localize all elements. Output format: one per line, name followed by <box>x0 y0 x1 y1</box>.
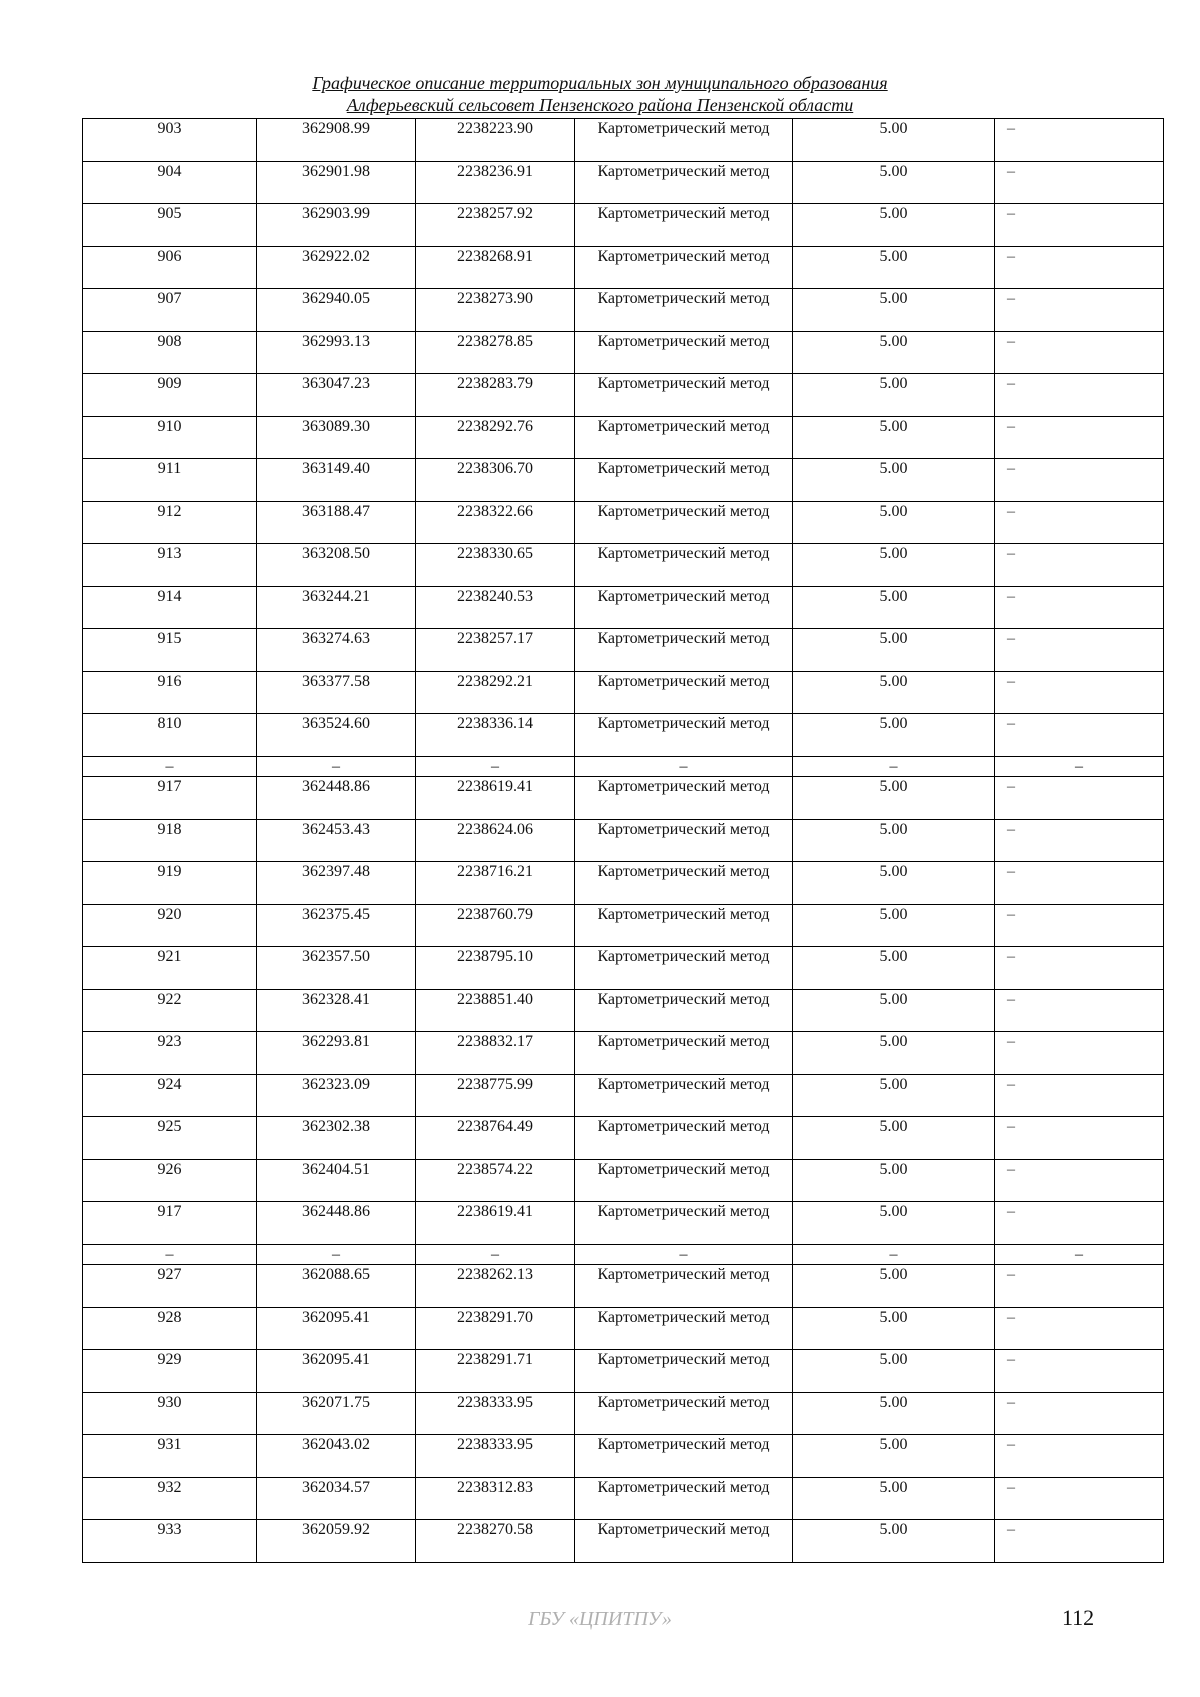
point-number-cell: 930 <box>83 1392 257 1435</box>
table-row <box>83 374 1164 417</box>
x-coordinate-cell: 362375.45 <box>257 904 416 947</box>
y-coordinate-cell: 2238330.65 <box>416 544 575 587</box>
point-number-cell: 907 <box>83 289 257 332</box>
accuracy-cell: 5.00 <box>793 1117 995 1160</box>
table-row <box>83 819 1164 862</box>
note-cell: – <box>995 629 1164 672</box>
y-coordinate-cell: 2238292.76 <box>416 416 575 459</box>
x-coordinate-cell: 362940.05 <box>257 289 416 332</box>
accuracy-cell: 5.00 <box>793 544 995 587</box>
point-number-cell: 925 <box>83 1117 257 1160</box>
table-row <box>83 246 1164 289</box>
point-number-cell: 917 <box>83 1202 257 1245</box>
table-row <box>83 1159 1164 1202</box>
x-coordinate-cell: 363188.47 <box>257 501 416 544</box>
note-cell: – <box>995 119 1164 162</box>
note-cell: – <box>995 1244 1164 1265</box>
y-coordinate-cell: 2238716.21 <box>416 862 575 905</box>
point-number-cell: 928 <box>83 1307 257 1350</box>
method-cell: Картометрический метод <box>575 1159 793 1202</box>
note-cell: – <box>995 1520 1164 1563</box>
y-coordinate-cell: 2238292.21 <box>416 671 575 714</box>
y-coordinate-cell: 2238240.53 <box>416 586 575 629</box>
point-number-cell: 913 <box>83 544 257 587</box>
x-coordinate-cell: 362903.99 <box>257 204 416 247</box>
point-number-cell: 917 <box>83 777 257 820</box>
note-cell: – <box>995 777 1164 820</box>
table-row <box>83 1074 1164 1117</box>
table-separator-row <box>83 1244 1164 1265</box>
method-cell: Картометрический метод <box>575 289 793 332</box>
y-coordinate-cell: 2238273.90 <box>416 289 575 332</box>
method-cell: Картометрический метод <box>575 246 793 289</box>
table-row <box>83 544 1164 587</box>
note-cell: – <box>995 459 1164 502</box>
y-coordinate-cell: – <box>416 1244 575 1265</box>
x-coordinate-cell: 362059.92 <box>257 1520 416 1563</box>
note-cell: – <box>995 161 1164 204</box>
method-cell: Картометрический метод <box>575 989 793 1032</box>
point-number-cell: 905 <box>83 204 257 247</box>
table-separator-row <box>83 756 1164 777</box>
x-coordinate-cell: 362901.98 <box>257 161 416 204</box>
table-row <box>83 204 1164 247</box>
accuracy-cell: 5.00 <box>793 989 995 1032</box>
table-row <box>83 862 1164 905</box>
note-cell: – <box>995 1477 1164 1520</box>
accuracy-cell: 5.00 <box>793 374 995 417</box>
point-number-cell: 911 <box>83 459 257 502</box>
point-number-cell: 910 <box>83 416 257 459</box>
y-coordinate-cell: 2238291.71 <box>416 1350 575 1393</box>
note-cell: – <box>995 544 1164 587</box>
x-coordinate-cell: 362302.38 <box>257 1117 416 1160</box>
note-cell: – <box>995 819 1164 862</box>
point-number-cell: 810 <box>83 714 257 757</box>
x-coordinate-cell: 362448.86 <box>257 1202 416 1245</box>
note-cell: – <box>995 671 1164 714</box>
y-coordinate-cell: 2238270.58 <box>416 1520 575 1563</box>
point-number-cell: 916 <box>83 671 257 714</box>
accuracy-cell: 5.00 <box>793 819 995 862</box>
point-number-cell: 919 <box>83 862 257 905</box>
accuracy-cell: – <box>793 756 995 777</box>
x-coordinate-cell: 362357.50 <box>257 947 416 990</box>
accuracy-cell: 5.00 <box>793 501 995 544</box>
point-number-cell: 932 <box>83 1477 257 1520</box>
note-cell: – <box>995 989 1164 1032</box>
accuracy-cell: 5.00 <box>793 331 995 374</box>
accuracy-cell: 5.00 <box>793 1520 995 1563</box>
y-coordinate-cell: 2238336.14 <box>416 714 575 757</box>
y-coordinate-cell: – <box>416 756 575 777</box>
table-row <box>83 1307 1164 1350</box>
y-coordinate-cell: 2238624.06 <box>416 819 575 862</box>
y-coordinate-cell: 2238764.49 <box>416 1117 575 1160</box>
method-cell: Картометрический метод <box>575 374 793 417</box>
note-cell: – <box>995 1307 1164 1350</box>
point-number-cell: 906 <box>83 246 257 289</box>
x-coordinate-cell: 363047.23 <box>257 374 416 417</box>
method-cell: – <box>575 1244 793 1265</box>
method-cell: Картометрический метод <box>575 416 793 459</box>
accuracy-cell: 5.00 <box>793 586 995 629</box>
table-row <box>83 1435 1164 1478</box>
accuracy-cell: 5.00 <box>793 714 995 757</box>
accuracy-cell: 5.00 <box>793 161 995 204</box>
table-row <box>83 586 1164 629</box>
accuracy-cell: 5.00 <box>793 1307 995 1350</box>
accuracy-cell: 5.00 <box>793 777 995 820</box>
coordinates-table-body <box>83 119 1164 1563</box>
accuracy-cell: 5.00 <box>793 862 995 905</box>
y-coordinate-cell: 2238291.70 <box>416 1307 575 1350</box>
y-coordinate-cell: 2238795.10 <box>416 947 575 990</box>
note-cell: – <box>995 756 1164 777</box>
y-coordinate-cell: 2238574.22 <box>416 1159 575 1202</box>
x-coordinate-cell: 362034.57 <box>257 1477 416 1520</box>
y-coordinate-cell: 2238322.66 <box>416 501 575 544</box>
y-coordinate-cell: 2238268.91 <box>416 246 575 289</box>
accuracy-cell: 5.00 <box>793 1202 995 1245</box>
x-coordinate-cell: 363244.21 <box>257 586 416 629</box>
method-cell: Картометрический метод <box>575 1477 793 1520</box>
accuracy-cell: 5.00 <box>793 459 995 502</box>
table-row <box>83 904 1164 947</box>
page-number: 112 <box>1062 1605 1095 1630</box>
note-cell: – <box>995 1202 1164 1245</box>
y-coordinate-cell: 2238312.83 <box>416 1477 575 1520</box>
y-coordinate-cell: 2238283.79 <box>416 374 575 417</box>
y-coordinate-cell: 2238236.91 <box>416 161 575 204</box>
point-number-cell: 903 <box>83 119 257 162</box>
point-number-cell: 923 <box>83 1032 257 1075</box>
header-title-line-2: Алферьевский сельсовет Пензенского района Пензенской области <box>346 95 854 115</box>
method-cell: Картометрический метод <box>575 119 793 162</box>
x-coordinate-cell: – <box>257 1244 416 1265</box>
y-coordinate-cell: 2238333.95 <box>416 1435 575 1478</box>
method-cell: Картометрический метод <box>575 1202 793 1245</box>
accuracy-cell: 5.00 <box>793 1159 995 1202</box>
method-cell: Картометрический метод <box>575 1032 793 1075</box>
table-row <box>83 416 1164 459</box>
method-cell: Картометрический метод <box>575 671 793 714</box>
method-cell: Картометрический метод <box>575 331 793 374</box>
y-coordinate-cell: 2238851.40 <box>416 989 575 1032</box>
accuracy-cell: 5.00 <box>793 1074 995 1117</box>
x-coordinate-cell: 362088.65 <box>257 1265 416 1308</box>
accuracy-cell: 5.00 <box>793 904 995 947</box>
table-row <box>83 1265 1164 1308</box>
x-coordinate-cell: 362448.86 <box>257 777 416 820</box>
note-cell: – <box>995 246 1164 289</box>
accuracy-cell: 5.00 <box>793 1032 995 1075</box>
accuracy-cell: 5.00 <box>793 629 995 672</box>
method-cell: Картометрический метод <box>575 1307 793 1350</box>
point-number-cell: 926 <box>83 1159 257 1202</box>
method-cell: Картометрический метод <box>575 1392 793 1435</box>
accuracy-cell: 5.00 <box>793 204 995 247</box>
point-number-cell: 924 <box>83 1074 257 1117</box>
x-coordinate-cell: 362071.75 <box>257 1392 416 1435</box>
method-cell: Картометрический метод <box>575 459 793 502</box>
y-coordinate-cell: 2238832.17 <box>416 1032 575 1075</box>
y-coordinate-cell: 2238775.99 <box>416 1074 575 1117</box>
accuracy-cell: 5.00 <box>793 289 995 332</box>
y-coordinate-cell: 2238760.79 <box>416 904 575 947</box>
note-cell: – <box>995 331 1164 374</box>
table-row <box>83 777 1164 820</box>
method-cell: Картометрический метод <box>575 819 793 862</box>
x-coordinate-cell: 363377.58 <box>257 671 416 714</box>
method-cell: Картометрический метод <box>575 586 793 629</box>
point-number-cell: 918 <box>83 819 257 862</box>
table-row <box>83 1350 1164 1393</box>
note-cell: – <box>995 416 1164 459</box>
accuracy-cell: 5.00 <box>793 1350 995 1393</box>
x-coordinate-cell: 363149.40 <box>257 459 416 502</box>
x-coordinate-cell: 363208.50 <box>257 544 416 587</box>
point-number-cell: 927 <box>83 1265 257 1308</box>
note-cell: – <box>995 501 1164 544</box>
note-cell: – <box>995 204 1164 247</box>
y-coordinate-cell: 2238619.41 <box>416 777 575 820</box>
point-number-cell: 908 <box>83 331 257 374</box>
x-coordinate-cell: 362922.02 <box>257 246 416 289</box>
x-coordinate-cell: 363089.30 <box>257 416 416 459</box>
point-number-cell: 920 <box>83 904 257 947</box>
method-cell: Картометрический метод <box>575 1435 793 1478</box>
point-number-cell: 921 <box>83 947 257 990</box>
note-cell: – <box>995 947 1164 990</box>
x-coordinate-cell: 363524.60 <box>257 714 416 757</box>
point-number-cell: 933 <box>83 1520 257 1563</box>
y-coordinate-cell: 2238257.17 <box>416 629 575 672</box>
accuracy-cell: 5.00 <box>793 1265 995 1308</box>
table-row <box>83 671 1164 714</box>
accuracy-cell: 5.00 <box>793 947 995 990</box>
x-coordinate-cell: 362328.41 <box>257 989 416 1032</box>
note-cell: – <box>995 1392 1164 1435</box>
point-number-cell: – <box>83 1244 257 1265</box>
method-cell: Картометрический метод <box>575 777 793 820</box>
method-cell: Картометрический метод <box>575 501 793 544</box>
note-cell: – <box>995 374 1164 417</box>
method-cell: Картометрический метод <box>575 544 793 587</box>
method-cell: Картометрический метод <box>575 1117 793 1160</box>
y-coordinate-cell: 2238223.90 <box>416 119 575 162</box>
note-cell: – <box>995 1265 1164 1308</box>
y-coordinate-cell: 2238333.95 <box>416 1392 575 1435</box>
x-coordinate-cell: 362993.13 <box>257 331 416 374</box>
point-number-cell: 914 <box>83 586 257 629</box>
x-coordinate-cell: 362293.81 <box>257 1032 416 1075</box>
method-cell: Картометрический метод <box>575 947 793 990</box>
table-row <box>83 629 1164 672</box>
x-coordinate-cell: 362095.41 <box>257 1307 416 1350</box>
note-cell: – <box>995 904 1164 947</box>
method-cell: Картометрический метод <box>575 862 793 905</box>
y-coordinate-cell: 2238257.92 <box>416 204 575 247</box>
x-coordinate-cell: 362323.09 <box>257 1074 416 1117</box>
point-number-cell: 909 <box>83 374 257 417</box>
accuracy-cell: – <box>793 1244 995 1265</box>
accuracy-cell: 5.00 <box>793 119 995 162</box>
note-cell: – <box>995 1032 1164 1075</box>
point-number-cell: 904 <box>83 161 257 204</box>
accuracy-cell: 5.00 <box>793 1392 995 1435</box>
point-number-cell: 922 <box>83 989 257 1032</box>
method-cell: Картометрический метод <box>575 204 793 247</box>
y-coordinate-cell: 2238306.70 <box>416 459 575 502</box>
table-row <box>83 161 1164 204</box>
table-row <box>83 947 1164 990</box>
note-cell: – <box>995 1350 1164 1393</box>
accuracy-cell: 5.00 <box>793 416 995 459</box>
accuracy-cell: 5.00 <box>793 1477 995 1520</box>
method-cell: Картометрический метод <box>575 1265 793 1308</box>
point-number-cell: – <box>83 756 257 777</box>
point-number-cell: 931 <box>83 1435 257 1478</box>
table-row <box>83 459 1164 502</box>
x-coordinate-cell: 362908.99 <box>257 119 416 162</box>
table-row <box>83 1520 1164 1563</box>
y-coordinate-cell: 2238619.41 <box>416 1202 575 1245</box>
table-row <box>83 714 1164 757</box>
method-cell: Картометрический метод <box>575 714 793 757</box>
method-cell: Картометрический метод <box>575 1350 793 1393</box>
x-coordinate-cell: – <box>257 756 416 777</box>
x-coordinate-cell: 362404.51 <box>257 1159 416 1202</box>
table-row <box>83 331 1164 374</box>
note-cell: – <box>995 714 1164 757</box>
x-coordinate-cell: 362043.02 <box>257 1435 416 1478</box>
note-cell: – <box>995 1074 1164 1117</box>
note-cell: – <box>995 1117 1164 1160</box>
accuracy-cell: 5.00 <box>793 1435 995 1478</box>
method-cell: Картометрический метод <box>575 1074 793 1117</box>
method-cell: – <box>575 756 793 777</box>
coordinates-table <box>82 118 1164 1563</box>
y-coordinate-cell: 2238278.85 <box>416 331 575 374</box>
point-number-cell: 912 <box>83 501 257 544</box>
x-coordinate-cell: 362095.41 <box>257 1350 416 1393</box>
table-row <box>83 989 1164 1032</box>
accuracy-cell: 5.00 <box>793 671 995 714</box>
method-cell: Картометрический метод <box>575 1520 793 1563</box>
table-row <box>83 119 1164 162</box>
footer-organization: ГБУ «ЦПИТПУ» <box>528 1608 672 1630</box>
point-number-cell: 915 <box>83 629 257 672</box>
note-cell: – <box>995 586 1164 629</box>
table-row <box>83 1032 1164 1075</box>
x-coordinate-cell: 362397.48 <box>257 862 416 905</box>
y-coordinate-cell: 2238262.13 <box>416 1265 575 1308</box>
x-coordinate-cell: 362453.43 <box>257 819 416 862</box>
accuracy-cell: 5.00 <box>793 246 995 289</box>
table-row <box>83 501 1164 544</box>
x-coordinate-cell: 363274.63 <box>257 629 416 672</box>
table-row <box>83 1392 1164 1435</box>
header-title-line-1: Графическое описание территориальных зон муниципального образования <box>312 73 888 93</box>
method-cell: Картометрический метод <box>575 629 793 672</box>
table-row <box>83 1117 1164 1160</box>
note-cell: – <box>995 862 1164 905</box>
table-row <box>83 1477 1164 1520</box>
note-cell: – <box>995 289 1164 332</box>
table-row <box>83 289 1164 332</box>
table-row <box>83 1202 1164 1245</box>
note-cell: – <box>995 1159 1164 1202</box>
point-number-cell: 929 <box>83 1350 257 1393</box>
method-cell: Картометрический метод <box>575 161 793 204</box>
note-cell: – <box>995 1435 1164 1478</box>
method-cell: Картометрический метод <box>575 904 793 947</box>
document-header <box>0 72 1200 116</box>
